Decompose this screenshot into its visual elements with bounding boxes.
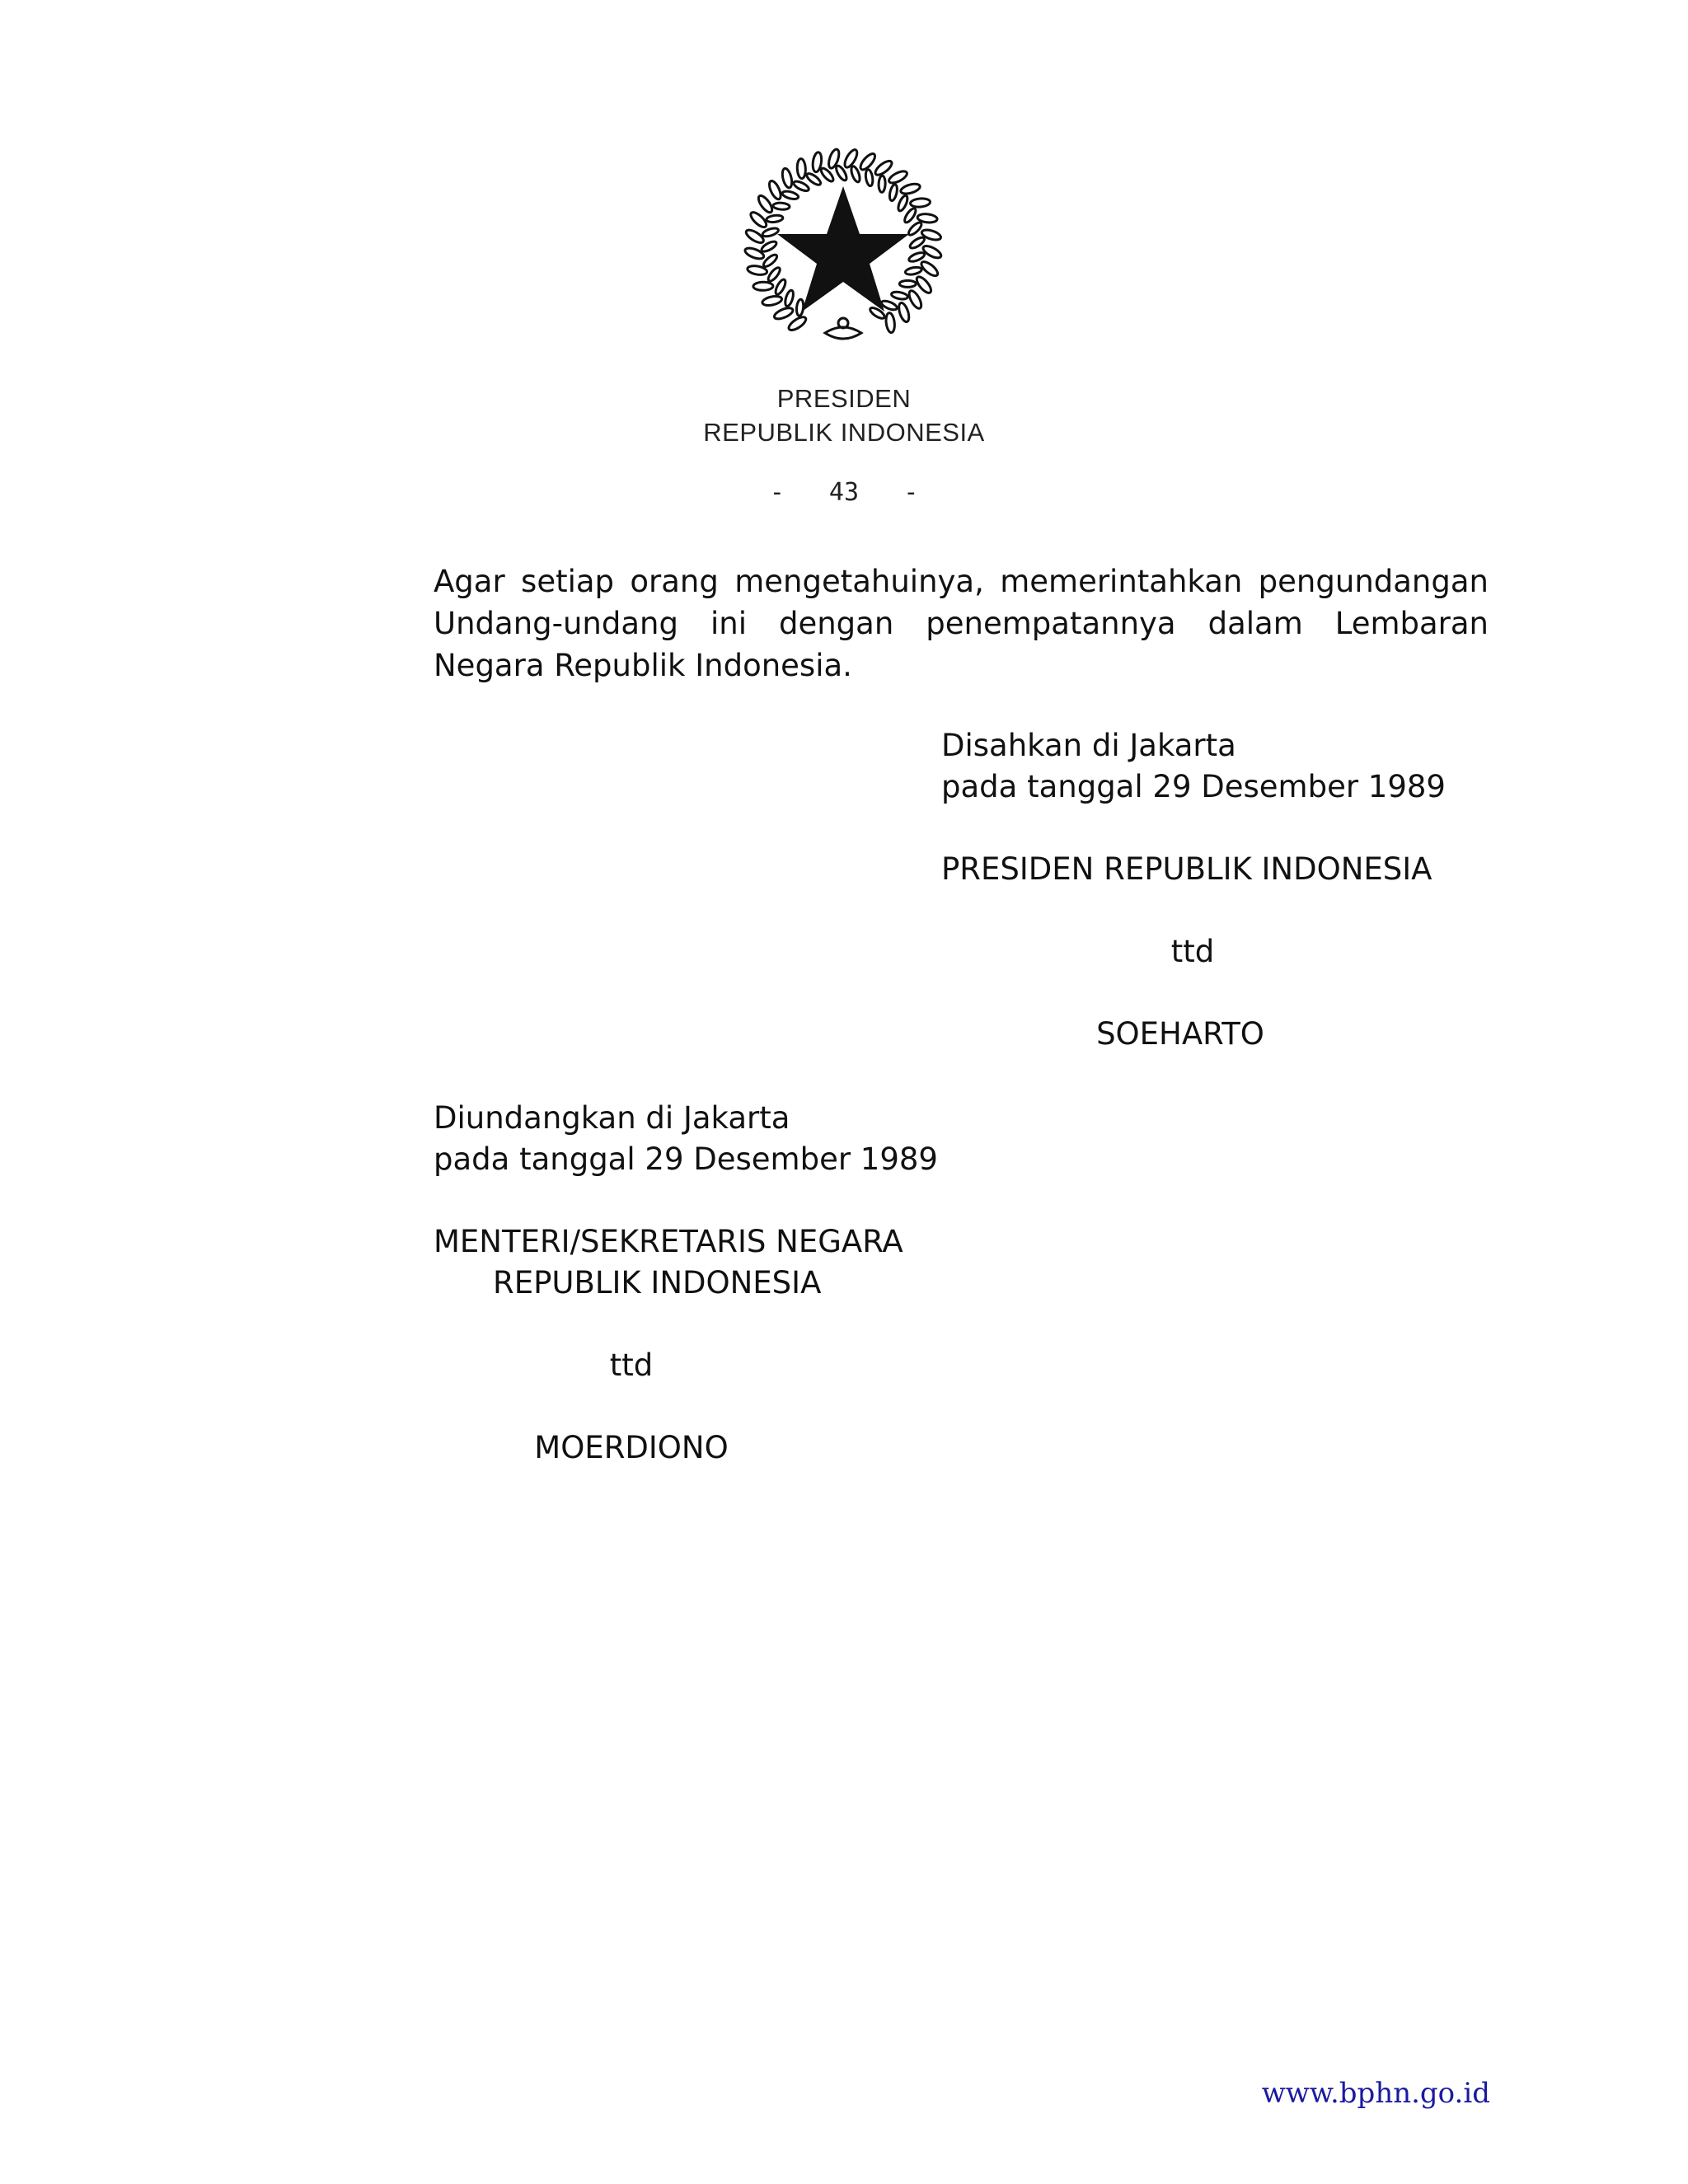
wreath-leaf [879,176,886,192]
wreath-leaf [885,312,896,333]
wreath-leaf [891,291,908,301]
page-number: - 43 - [769,478,919,507]
wreath-leaf [897,302,911,323]
wreath-leaf [905,266,922,276]
wreath-leaf [767,180,783,201]
wreath-leaf [756,194,774,214]
promulgated-office-line2: REPUBLIK INDONESIA [493,1265,822,1301]
wreath-leaf [921,244,943,260]
star-icon [777,186,909,312]
promulgated-name: MOERDIONO [534,1430,729,1465]
wreath-leaf [792,180,809,193]
wreath-leaf [869,306,886,321]
enacted-date: pada tanggal 29 Desember 1989 [941,769,1446,804]
wreath-leaf [842,148,860,170]
wreath-leaf [767,266,782,284]
wreath-leaf [774,278,787,295]
promulgated-office-line1: MENTERI/SEKRETARIS NEGARA [434,1224,903,1259]
wreath-leaf [865,169,874,186]
wreath-leaf [787,315,808,333]
wreath-leaf [796,299,804,316]
body-paragraph: Agar setiap orang mengetahuinya, memerintahkan pengundangan Undang-undang ini dengan penempatannya dalam Lembaran Negara Republik Indonesia. [434,564,1489,683]
wreath-leaf [773,306,795,321]
enacted-place: Disahkan di Jakarta [941,728,1236,763]
wreath-leaf [888,169,909,185]
wreath-leaf [784,289,795,307]
wreath-leaf [910,198,931,208]
enacted-name: SOEHARTO [1096,1016,1264,1052]
promulgated-signature: ttd [609,1347,654,1383]
wreath-leaf [897,194,909,213]
wreath-leaf [753,282,773,290]
wreath-leaf [907,289,923,311]
wreath-leaf [781,167,794,189]
enacted-signature: ttd [1170,934,1215,969]
wreath-leaf [873,158,893,177]
wreath-leaf [889,184,898,201]
wreath-leaf [907,221,923,237]
wreath-leaf [781,190,799,200]
enacted-office: PRESIDEN REPUBLIK INDONESIA [941,851,1432,887]
promulgated-place: Diundangkan di Jakarta [434,1100,790,1136]
header-title-presiden: PRESIDEN [776,384,912,413]
wreath-leaf [903,207,917,224]
header-title-republik: REPUBLIK INDONESIA [703,418,985,447]
wreath-leaf [766,214,783,223]
wreath-leaf [797,158,806,178]
wreath-leaf [805,171,823,186]
wreath-leaf [899,280,916,287]
wreath-leaf [900,182,921,195]
wreath-leaf [773,203,790,210]
wreath-leaf [914,274,933,295]
promulgated-date: pada tanggal 29 Desember 1989 [434,1141,938,1177]
presidential-emblem-icon [733,145,954,356]
wreath-leaf [762,295,783,307]
bphn-website-link[interactable]: www.bphn.go.id [1261,2077,1490,2110]
